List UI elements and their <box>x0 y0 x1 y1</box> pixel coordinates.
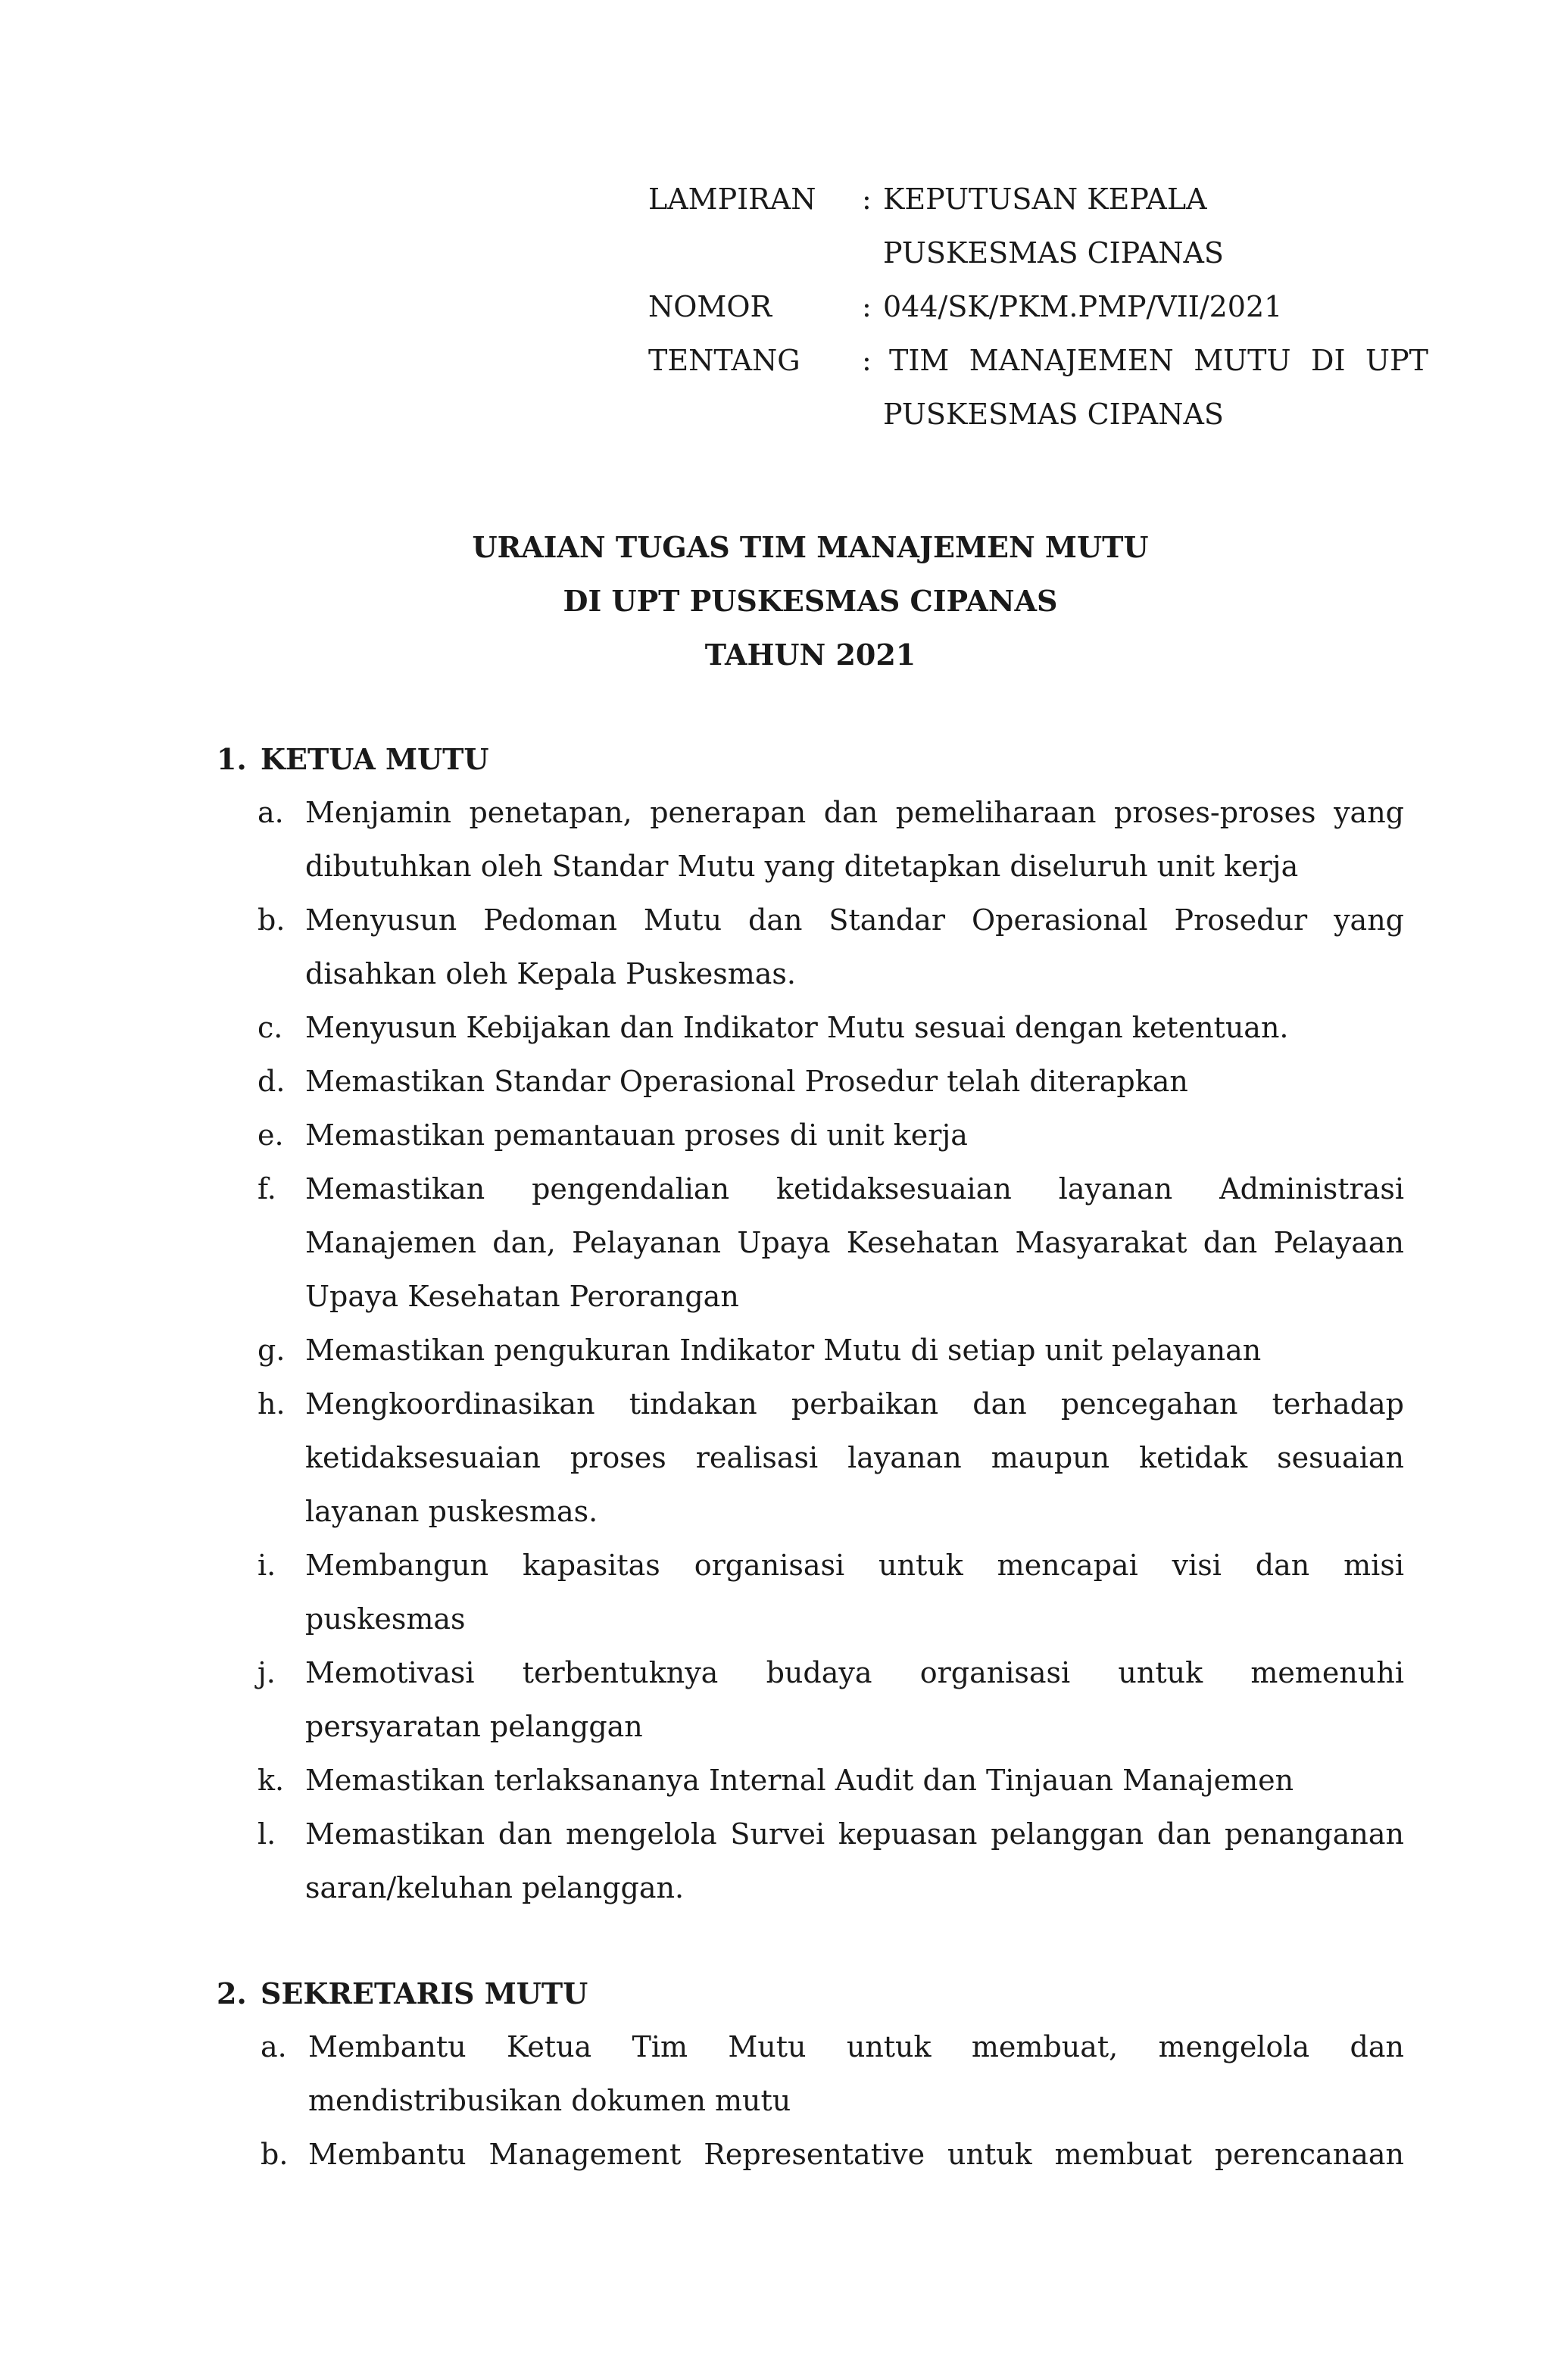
lampiran-row <box>648 173 1428 280</box>
item-line: Memastikan terlaksananya Internal Audit dan Tinjauan Manajemen <box>305 1764 1294 1797</box>
item-text <box>305 1754 1404 1808</box>
list-item <box>257 786 1404 894</box>
list-item <box>257 1324 1404 1377</box>
item-marker: a. <box>261 2030 287 2063</box>
item-marker: a. <box>257 796 284 829</box>
list-item <box>257 1646 1404 1754</box>
item-line: Menjamin penetapan, penerapan dan pemeliharaan proses-proses yang <box>305 796 1404 829</box>
item-marker: d. <box>257 1065 286 1098</box>
item-text <box>308 2128 1404 2182</box>
item-line: dibutuhkan oleh Standar Mutu yang ditetapkan diseluruh unit kerja <box>305 850 1299 883</box>
item-line: Upaya Kesehatan Perorangan <box>305 1280 739 1313</box>
item-line: Memastikan dan mengelola Survei kepuasan pelanggan dan penanganan <box>305 1817 1404 1851</box>
nomor-row <box>648 280 1428 334</box>
item-line: Membangun kapasitas organisasi untuk mencapai visi dan misi <box>305 1549 1404 1582</box>
item-marker: i. <box>257 1549 276 1582</box>
list-item <box>257 1377 1404 1539</box>
section-number: 1. <box>217 742 247 776</box>
item-text <box>305 1055 1404 1109</box>
item-marker: j. <box>257 1656 276 1689</box>
item-marker: l. <box>257 1817 276 1851</box>
section-heading <box>217 732 489 786</box>
item-line: layanan puskesmas. <box>305 1495 598 1528</box>
tentang-label: TENTANG <box>648 344 800 377</box>
item-text <box>308 2020 1404 2128</box>
lampiran-colon: : <box>862 182 872 216</box>
nomor-colon: : <box>862 290 872 323</box>
title-line: TAHUN 2021 <box>704 638 916 672</box>
item-marker: b. <box>261 2138 289 2171</box>
item-text <box>305 1324 1404 1377</box>
section-number: 2. <box>217 1976 247 2010</box>
section-heading <box>217 1967 588 2020</box>
section-items <box>257 786 1404 1915</box>
item-text <box>305 786 1404 894</box>
item-line: Mengkoordinasikan tindakan perbaikan dan pencegahan terhadap <box>305 1387 1404 1421</box>
list-item <box>257 1162 1404 1324</box>
title-line: DI UPT PUSKESMAS CIPANAS <box>563 584 1058 618</box>
nomor-value-line: 044/SK/PKM.PMP/VII/2021 <box>883 290 1283 323</box>
item-line: Memotivasi terbentuknya budaya organisasi untuk memenuhi <box>305 1656 1404 1689</box>
list-item <box>257 1539 1404 1646</box>
tentang-value-line: PUSKESMAS CIPANAS <box>883 398 1224 431</box>
section-items <box>261 2020 1404 2182</box>
list-item <box>257 1808 1404 1915</box>
item-line: Menyusun Kebijakan dan Indikator Mutu sesuai dengan ketentuan. <box>305 1011 1289 1044</box>
tentang-colon: : <box>862 344 872 377</box>
item-text <box>305 1646 1404 1754</box>
item-line: Memastikan pengendalian ketidaksesuaian layanan Administrasi <box>305 1172 1404 1206</box>
lampiran-label: LAMPIRAN <box>648 182 816 216</box>
item-line: disahkan oleh Kepala Puskesmas. <box>305 957 796 990</box>
tentang-value-line: TIM MANAJEMEN MUTU DI UPT <box>889 344 1428 377</box>
item-marker: h. <box>257 1387 286 1421</box>
item-line: Menyusun Pedoman Mutu dan Standar Operasional Prosedur yang <box>305 903 1404 937</box>
lampiran-block <box>648 173 1428 441</box>
list-item <box>257 894 1404 1001</box>
list-item <box>257 1001 1404 1055</box>
lampiran-value-line: PUSKESMAS CIPANAS <box>883 236 1224 270</box>
document-title <box>0 520 1551 682</box>
title-line: URAIAN TUGAS TIM MANAJEMEN MUTU <box>472 530 1149 564</box>
nomor-value <box>883 280 1428 334</box>
list-item <box>261 2020 1404 2128</box>
list-item <box>261 2128 1404 2182</box>
list-item <box>257 1055 1404 1109</box>
item-line: saran/keluhan pelanggan. <box>305 1871 685 1904</box>
item-line: Membantu Ketua Tim Mutu untuk membuat, mengelola dan <box>308 2030 1404 2063</box>
section-title: KETUA MUTU <box>261 742 489 776</box>
item-text <box>305 1539 1404 1646</box>
item-line: ketidaksesuaian proses realisasi layanan maupun ketidak sesuaian <box>305 1441 1404 1474</box>
nomor-label: NOMOR <box>648 290 772 323</box>
item-text <box>305 1808 1404 1915</box>
item-line: persyaratan pelanggan <box>305 1710 643 1743</box>
item-text <box>305 1001 1404 1055</box>
item-marker: c. <box>257 1011 283 1044</box>
lampiran-value <box>883 173 1428 280</box>
item-line: Membantu Management Representative untuk membuat perencanaan <box>308 2138 1404 2171</box>
section-title: SEKRETARIS MUTU <box>261 1976 588 2010</box>
item-line: Memastikan Standar Operasional Prosedur telah diterapkan <box>305 1065 1188 1098</box>
tentang-value <box>883 334 1428 441</box>
list-item <box>257 1754 1404 1808</box>
item-line: puskesmas <box>305 1602 466 1636</box>
item-text <box>305 1377 1404 1539</box>
list-item <box>257 1109 1404 1162</box>
tentang-row <box>648 334 1428 441</box>
item-line: Memastikan pemantauan proses di unit kerja <box>305 1118 968 1152</box>
item-marker: f. <box>257 1172 276 1206</box>
lampiran-value-line: KEPUTUSAN KEPALA <box>883 182 1207 216</box>
item-marker: b. <box>257 903 286 937</box>
item-line: Manajemen dan, Pelayanan Upaya Kesehatan Masyarakat dan Pelayaan <box>305 1226 1404 1259</box>
item-text <box>305 1109 1404 1162</box>
item-marker: e. <box>257 1118 284 1152</box>
item-marker: g. <box>257 1333 286 1367</box>
item-text <box>305 894 1404 1001</box>
item-marker: k. <box>257 1764 285 1797</box>
item-text <box>305 1162 1404 1324</box>
item-line: Memastikan pengukuran Indikator Mutu di setiap unit pelayanan <box>305 1333 1262 1367</box>
item-line: mendistribusikan dokumen mutu <box>308 2084 791 2117</box>
